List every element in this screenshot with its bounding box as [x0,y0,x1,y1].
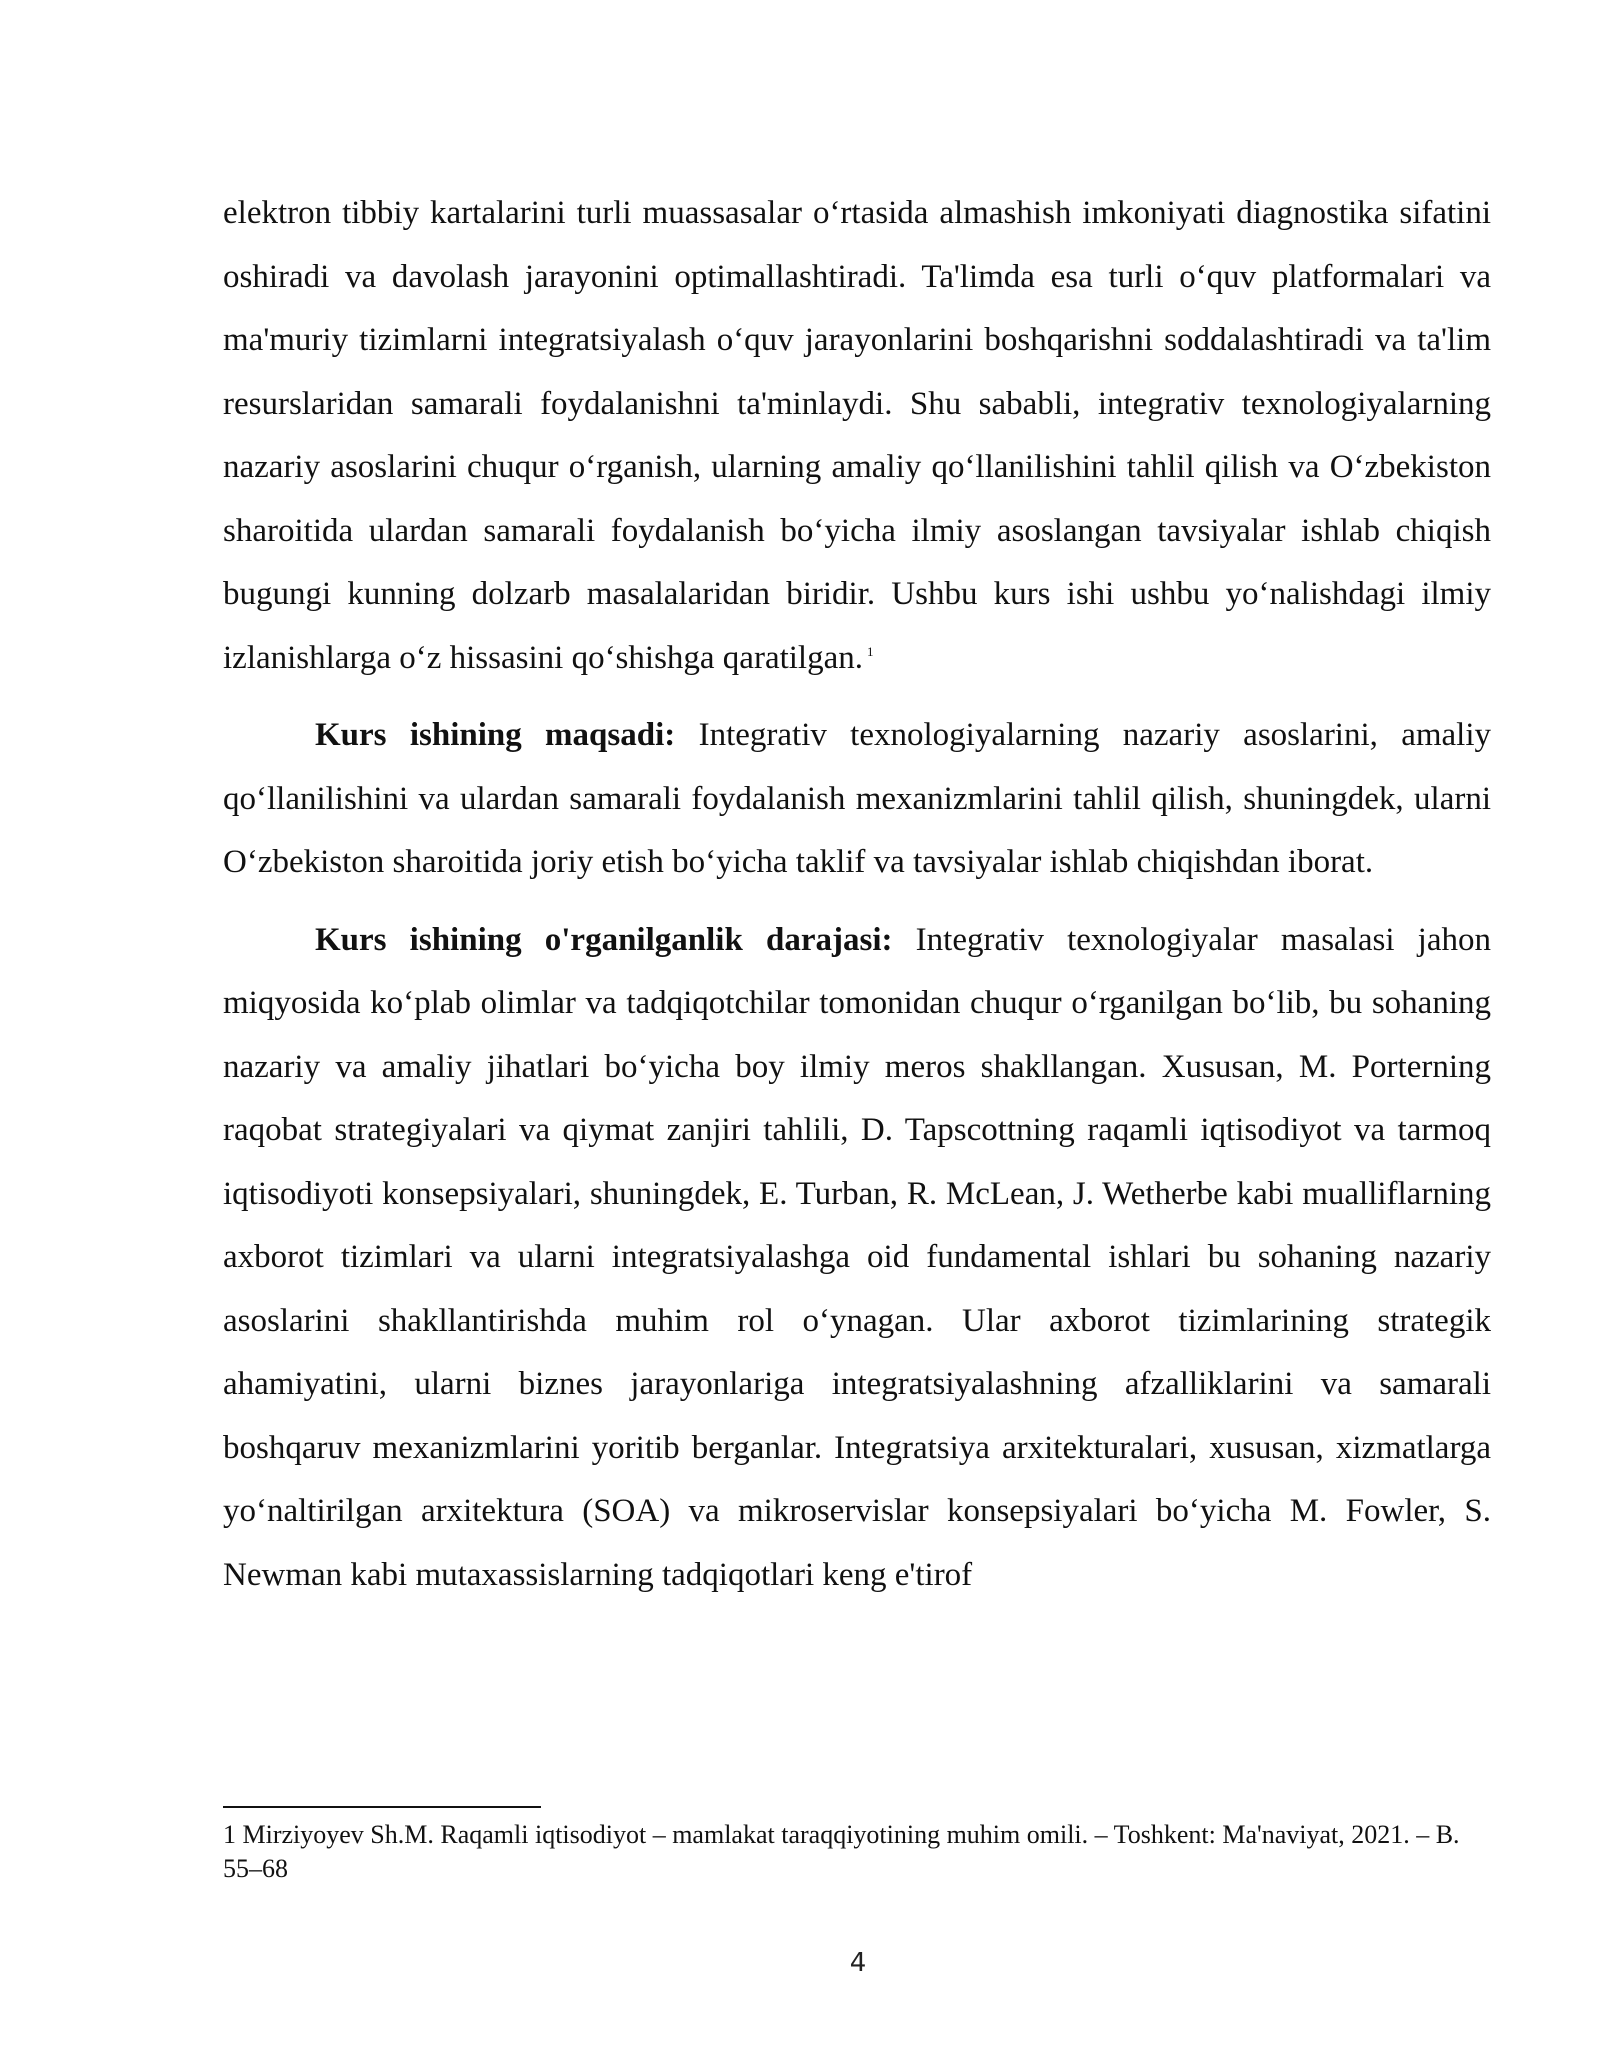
footnote-separator [223,1806,541,1808]
footnote-text: 1 Mirziyoyev Sh.M. Raqamli iqtisodiyot – mamlakat taraqqiyotining muhim omili. – Toshkent: Ma'naviyat, 2021. – B. 55–68 [223,1820,1460,1883]
page-number: 4 [849,1948,867,1978]
paragraph-text: Integrativ texnologiyalar masalasi jahon miqyosida ko‘plab olimlar va tadqiqotchilar tomonidan chuqur o‘rganilgan bo‘lib, bu sohaning nazariy va amaliy jihatlari bo‘yicha boy ilmiy meros shakllangan. Xususan, M. Porterning raqobat strategiyalari va qiymat zanjiri tahlili, D. Tapscottning raqamli iqtisodiyot va tarmoq iqtisodiyoti konsepsiyalari, shuningdek, E. Turban, R. McLean, J. Wetherbe kabi mualliflarning axborot tizimlari va ularni integratsiyalashga oid fundamental ishlari bu sohaning nazariy asoslarini shakllantirishda muhim rol o‘ynagan. Ular axborot tizimlarining strategik ahamiyatini, ularni biznes jarayonlariga integratsiyalashning afzalliklarini va samarali boshqaruv mexanizmlarini yoritib berganlar. Integratsiya arxitekturalari, xususan, xizmatlarga yo‘naltirilgan arxitektura (SOA) va mikroservislar konsepsiyalari bo‘yicha M. Fowler, S. Newman kabi mutaxassislarning tadqiqotlari keng e'tirof [223,921,1491,1593]
paragraph-text: Integrativ texnologiyalarning nazariy asoslarini, amaliy qo‘llanilishini va ulardan samarali foydalanish mexanizmlarini tahlil qilish, shuningdek, ularni O‘zbekiston sharoitida joriy etish bo‘yicha taklif va tavsiyalar ishlab chiqishdan iborat. [223,717,1492,880]
paragraph-continuation [223,182,1491,690]
paragraph-text: elektron tibbiy kartalarini turli muassasalar o‘rtasida almashish imkoniyati diagnostika sifatini oshiradi va davolash jarayonini optimallashtiradi. Ta'limda esa turli o‘quv platformalari va ma'muriy tizimlarni integratsiyalash o‘quv jarayonlarini boshqarishni soddalashtiradi va ta'lim resurslaridan samarali foydalanishni ta'minlaydi. Shu sababli, integrativ texnologiyalarning nazariy asoslarini chuqur o‘rganish, ularning amaliy qo‘llanilishini tahlil qilish va O‘zbekiston sharoitida ulardan samarali foydalanish bo‘yicha ilmiy asoslangan tavsiyalar ishlab chiqish bugungi kunning dolzarb masalalaridan biridir. Ushbu kurs ishi ushbu yo‘nalishdagi ilmiy izlanishlarga o‘z hissasini qo‘shishga qaratilgan. [223,195,1491,676]
paragraph-study-level [223,909,1491,1608]
footnote-reference[interactable]: 1 [867,643,874,659]
body-text [223,182,1491,1607]
section-heading-study-level: Kurs ishining o'rganilganlik darajasi: [315,921,893,958]
section-heading-goal: Kurs ishining maqsadi: [315,717,676,753]
paragraph-goal [223,704,1491,895]
